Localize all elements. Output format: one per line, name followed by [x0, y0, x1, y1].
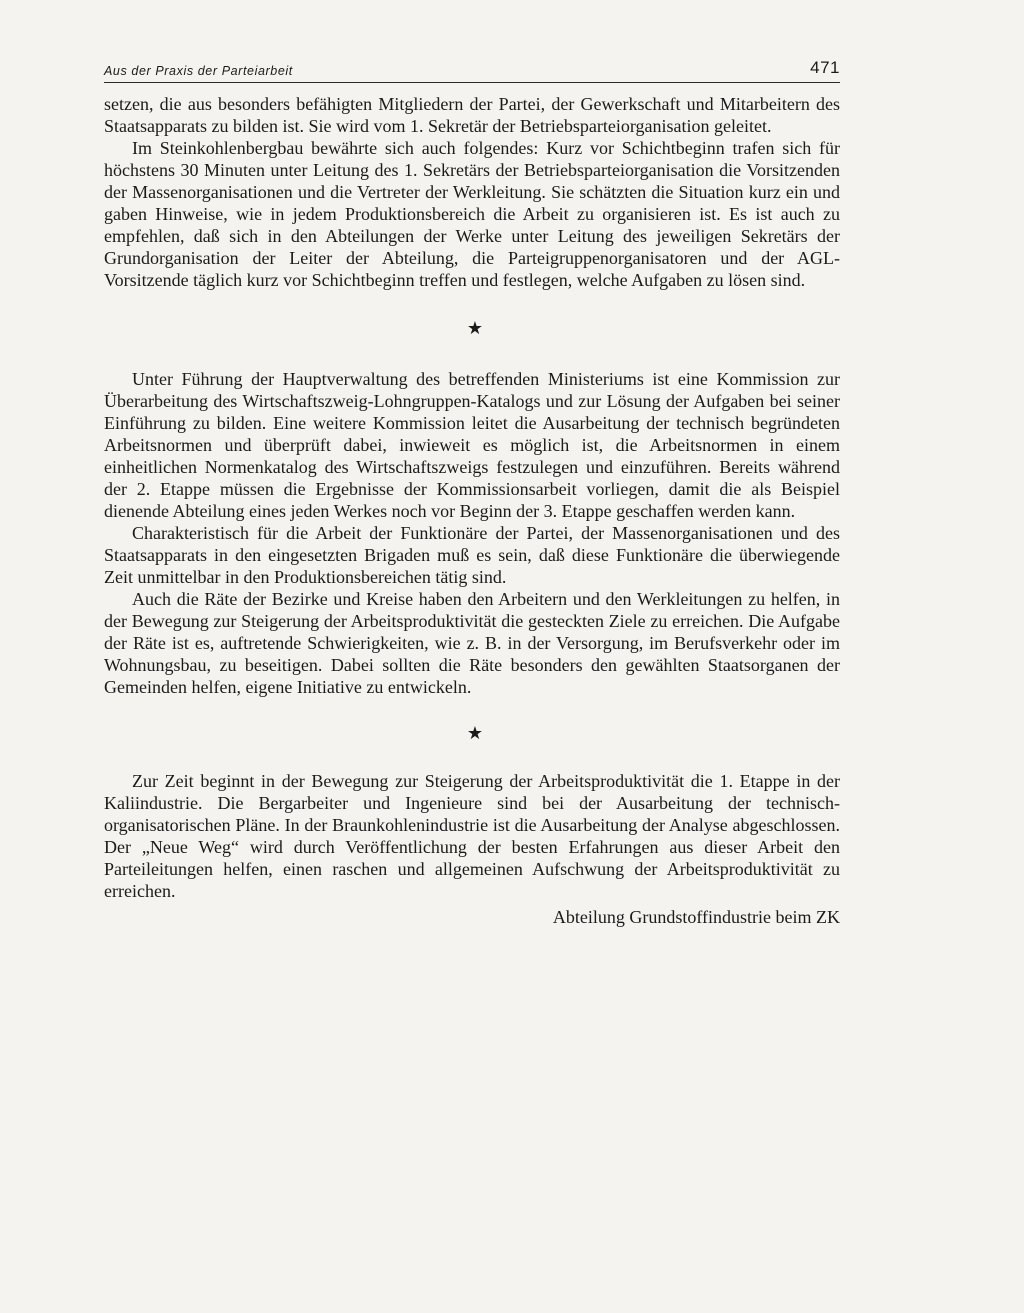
page-header [104, 58, 840, 83]
paragraph: Im Steinkohlenbergbau bewährte sich auch folgendes: Kurz vor Schichtbeginn trafen sich für höchstens 30 Minuten unter Leitung des 1. Sekretärs der Betriebsparteiorganisation die Vorsitzenden der Massenorganisationen und die Vertreter der Werkleitung. Sie schätzten die Situation kurz ein und gaben Hinweise, wie in jedem Produktionsbereich die Arbeit zu organisieren ist. Es ist auch zu empfehlen, daß sich in den Abteilungen der Werke unter Leitung des jeweiligen Sekretärs der Grundorganisation der Leiter der Abteilung, die Parteigruppenorganisatoren und der AGL-Vorsitzende täglich kurz vor Schichtbeginn treffen und festlegen, welche Aufgaben zu lösen sind. [104, 138, 840, 290]
paragraph: Charakteristisch für die Arbeit der Funktionäre der Partei, der Massenorganisationen und des Staatsapparats in den eingesetzten Brigaden muß es sein, daß diese Funktionäre die überwiegende Zeit unmittelbar in den Produktionsbereichen tätig sind. [104, 523, 840, 587]
section-3 [104, 770, 840, 902]
paragraph: Unter Führung der Hauptverwaltung des betreffenden Ministeriums ist eine Kommission zur Überarbeitung des Wirtschaftszweig-Lohngruppen-Katalogs und zur Lösung der Aufgaben bei seiner Einführung zu bilden. Eine weitere Kommission leitet die Ausarbeitung der technisch begründeten Arbeitsnormen und überprüft dabei, inwieweit es möglich ist, die Arbeitsnormen in einem einheitlichen Normenkatalog des Wirtschaftszweigs festzulegen und einzuführen. Bereits während der 2. Etappe müssen die Ergebnisse der Kommissionsarbeit vorliegen, damit die als Beispiel dienende Abteilung eines jeden Werkes noch vor Beginn der 3. Etappe geschaffen werden kann. [104, 369, 840, 521]
signature: Abteilung Grundstoffindustrie beim ZK [552, 907, 840, 927]
paragraph: Auch die Räte der Bezirke und Kreise haben den Arbeitern und den Werkleitungen zu helfen, in der Bewegung zur Steigerung der Arbeitsproduktivität die gesteckten Ziele zu erreichen. Die Aufgabe der Räte ist es, auftretende Schwierigkeiten, wie z. B. in der Versorgung, im Berufsverkehr oder im Wohnungsbau, zu beseitigen. Dabei sollten die Räte besonders den gewählten Staatsorganen der Gemeinden helfen, eigene Initiative zu entwickeln. [104, 589, 840, 697]
paragraph: setzen, die aus besonders befähigten Mitgliedern der Partei, der Gewerkschaft und Mitarbeitern des Staatsapparats zu bilden ist. Sie wird vom 1. Sekretär der Betriebsparteiorganisation geleitet. [104, 94, 840, 136]
page-number: 471 [810, 58, 840, 77]
section-1 [104, 93, 840, 291]
section-separator-star: ★ [466, 318, 484, 338]
paragraph: Zur Zeit beginnt in der Bewegung zur Steigerung der Arbeitsproduktivität die 1. Etappe in der Kaliindustrie. Die Bergarbeiter und Ingenieure sind bei der Ausarbeitung der technisch-organisatorischen Pläne. In der Braunkohlenindustrie ist die Ausarbeitung der Analyse abgeschlossen. Der „Neue Weg“ wird durch Veröffentlichung der besten Erfahrungen aus dieser Arbeit den Parteileitungen helfen, einen raschen und allgemeinen Aufschwung der Arbeitsproduktivität zu erreichen. [104, 771, 840, 901]
section-separator-star: ★ [466, 723, 484, 743]
running-head: Aus der Praxis der Parteiarbeit [104, 64, 293, 78]
page [104, 58, 840, 928]
section-2 [104, 368, 840, 698]
